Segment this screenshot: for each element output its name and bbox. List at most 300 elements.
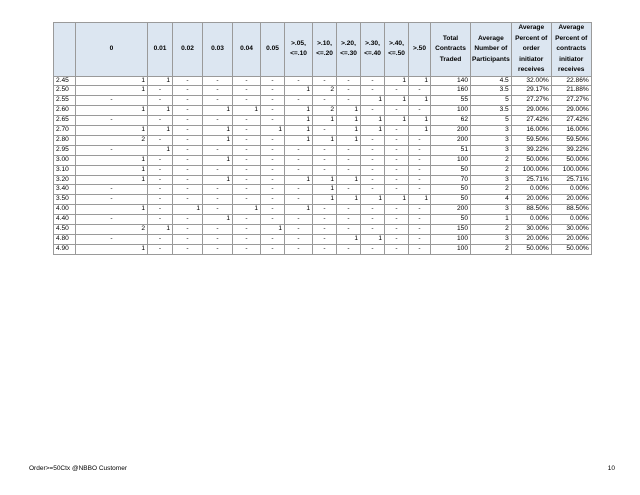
table-cell: - bbox=[203, 205, 233, 215]
table-cell: 1 bbox=[337, 135, 361, 145]
table-cell: 1 bbox=[76, 244, 148, 254]
table-cell: 4 bbox=[471, 195, 512, 205]
table-cell: - bbox=[409, 155, 431, 165]
table-cell: - bbox=[233, 76, 261, 86]
table-cell: 160 bbox=[431, 86, 471, 96]
table-cell: - bbox=[361, 175, 385, 185]
table-cell: 1 bbox=[361, 126, 385, 136]
table-cell: - bbox=[361, 76, 385, 86]
table-cell: - bbox=[361, 225, 385, 235]
table-cell: - bbox=[409, 244, 431, 254]
table-row bbox=[54, 215, 592, 225]
table-cell: 1 bbox=[409, 195, 431, 205]
table-cell: - bbox=[76, 185, 148, 195]
table-cell: - bbox=[261, 116, 285, 126]
table-cell: - bbox=[285, 96, 313, 106]
table-cell: - bbox=[261, 175, 285, 185]
table-cell: - bbox=[337, 96, 361, 106]
column-header: >.10, <=.20 bbox=[313, 23, 337, 77]
table-cell: - bbox=[148, 155, 173, 165]
table-cell: - bbox=[337, 86, 361, 96]
table-cell: 25.71% bbox=[511, 175, 551, 185]
row-price-cell: 4.50 bbox=[54, 225, 76, 235]
table-cell: - bbox=[173, 106, 203, 116]
table-cell: 100 bbox=[431, 244, 471, 254]
table-cell: 1 bbox=[385, 116, 409, 126]
table-cell: 29.00% bbox=[511, 106, 551, 116]
table-cell: 1 bbox=[285, 126, 313, 136]
table-cell: 1 bbox=[148, 126, 173, 136]
table-cell: - bbox=[285, 145, 313, 155]
table-cell: 20.00% bbox=[511, 235, 551, 245]
table-cell: 88.50% bbox=[511, 205, 551, 215]
table-cell: 1 bbox=[409, 96, 431, 106]
table-cell: 100.00% bbox=[511, 165, 551, 175]
table-cell: - bbox=[409, 215, 431, 225]
table-cell: - bbox=[261, 135, 285, 145]
table-cell: - bbox=[233, 195, 261, 205]
table-cell: - bbox=[361, 135, 385, 145]
table-cell: 1 bbox=[285, 135, 313, 145]
table-cell: - bbox=[173, 225, 203, 235]
table-cell: 39.22% bbox=[551, 145, 591, 155]
table-cell: 70 bbox=[431, 175, 471, 185]
column-header: Average Number of Participants bbox=[471, 23, 512, 77]
table-cell: 1 bbox=[285, 205, 313, 215]
table-cell: 2 bbox=[471, 244, 512, 254]
table-cell: - bbox=[233, 235, 261, 245]
table-cell: 30.00% bbox=[511, 225, 551, 235]
table-cell: 50 bbox=[431, 165, 471, 175]
table-cell: - bbox=[148, 185, 173, 195]
table-cell: 1 bbox=[337, 106, 361, 116]
table-cell: - bbox=[173, 116, 203, 126]
table-cell: 1 bbox=[173, 205, 203, 215]
table-cell: 150 bbox=[431, 225, 471, 235]
row-price-cell: 2.70 bbox=[54, 126, 76, 136]
table-cell: - bbox=[203, 76, 233, 86]
table-cell: 1 bbox=[337, 175, 361, 185]
table-cell: 32.00% bbox=[511, 76, 551, 86]
table-cell: 30.00% bbox=[551, 225, 591, 235]
table-cell: 0.00% bbox=[551, 215, 591, 225]
table-cell: 20.00% bbox=[551, 195, 591, 205]
table-cell: - bbox=[337, 205, 361, 215]
column-header: >.40, <=.50 bbox=[385, 23, 409, 77]
table-cell: - bbox=[409, 175, 431, 185]
table-cell: - bbox=[385, 205, 409, 215]
table-cell: - bbox=[337, 225, 361, 235]
table-cell: 1 bbox=[337, 126, 361, 136]
table-cell: 1 bbox=[361, 116, 385, 126]
table-cell: 140 bbox=[431, 76, 471, 86]
table-cell: - bbox=[233, 145, 261, 155]
table-cell: 1 bbox=[76, 126, 148, 136]
table-cell: 0.00% bbox=[511, 215, 551, 225]
table-cell: - bbox=[233, 116, 261, 126]
column-header: >.20, <=.30 bbox=[337, 23, 361, 77]
table-cell: 16.00% bbox=[511, 126, 551, 136]
table-cell: 1 bbox=[76, 155, 148, 165]
table-row bbox=[54, 185, 592, 195]
table-cell: 1 bbox=[148, 225, 173, 235]
table-row bbox=[54, 145, 592, 155]
table-cell: - bbox=[261, 165, 285, 175]
table-cell: - bbox=[361, 244, 385, 254]
table-cell: - bbox=[337, 165, 361, 175]
table-cell: - bbox=[233, 126, 261, 136]
table-cell: 50 bbox=[431, 195, 471, 205]
table-cell: 1 bbox=[361, 195, 385, 205]
table-cell: - bbox=[203, 195, 233, 205]
table-cell: - bbox=[173, 86, 203, 96]
table-cell: 27.42% bbox=[511, 116, 551, 126]
table-cell: 29.17% bbox=[511, 86, 551, 96]
table-cell: - bbox=[337, 76, 361, 86]
table-cell: - bbox=[409, 165, 431, 175]
table-cell: 1 bbox=[337, 116, 361, 126]
table-cell: - bbox=[385, 126, 409, 136]
table-row bbox=[54, 175, 592, 185]
table-cell: 200 bbox=[431, 126, 471, 136]
table-cell: 21.88% bbox=[551, 86, 591, 96]
table-cell: - bbox=[261, 96, 285, 106]
table-cell: - bbox=[285, 244, 313, 254]
row-price-cell: 4.90 bbox=[54, 244, 76, 254]
table-cell: - bbox=[285, 235, 313, 245]
table-cell: 1 bbox=[361, 235, 385, 245]
table-cell: 1 bbox=[409, 126, 431, 136]
table-cell: 1 bbox=[203, 175, 233, 185]
table-cell: - bbox=[233, 244, 261, 254]
row-price-cell: 2.65 bbox=[54, 116, 76, 126]
table-cell: 1 bbox=[203, 126, 233, 136]
table-cell: - bbox=[148, 175, 173, 185]
table-cell: - bbox=[233, 96, 261, 106]
table-cell: - bbox=[409, 106, 431, 116]
table-cell: 1 bbox=[76, 106, 148, 116]
table-cell: - bbox=[203, 145, 233, 155]
table-cell: - bbox=[261, 235, 285, 245]
table-cell: 0.00% bbox=[551, 185, 591, 195]
table-cell: 1 bbox=[76, 165, 148, 175]
table-cell: - bbox=[261, 205, 285, 215]
table-cell: 3 bbox=[471, 145, 512, 155]
table-cell: 50.00% bbox=[511, 244, 551, 254]
table-cell: 4.5 bbox=[471, 76, 512, 86]
table-cell: 1 bbox=[285, 175, 313, 185]
table-cell: - bbox=[203, 86, 233, 96]
table-cell: 29.00% bbox=[551, 106, 591, 116]
table-cell: 27.27% bbox=[551, 96, 591, 106]
table-cell: - bbox=[148, 205, 173, 215]
table-cell: - bbox=[148, 165, 173, 175]
table-cell: 55 bbox=[431, 96, 471, 106]
table-cell: - bbox=[233, 215, 261, 225]
table-cell: 3.5 bbox=[471, 86, 512, 96]
table-cell: 5 bbox=[471, 116, 512, 126]
table-cell: 16.00% bbox=[551, 126, 591, 136]
table-cell: - bbox=[173, 145, 203, 155]
table-cell: - bbox=[313, 155, 337, 165]
table-cell: 1 bbox=[76, 86, 148, 96]
table-cell: 1 bbox=[76, 76, 148, 86]
table-cell: - bbox=[409, 185, 431, 195]
table-cell: - bbox=[385, 215, 409, 225]
table-cell: - bbox=[409, 235, 431, 245]
table-cell: 1 bbox=[148, 145, 173, 155]
table-cell: - bbox=[285, 215, 313, 225]
header-row bbox=[54, 23, 592, 77]
table-cell: 100 bbox=[431, 235, 471, 245]
table-cell: - bbox=[76, 195, 148, 205]
table-cell: - bbox=[385, 235, 409, 245]
table-cell: 200 bbox=[431, 135, 471, 145]
table-cell: - bbox=[76, 215, 148, 225]
table-cell: - bbox=[361, 86, 385, 96]
table-cell: 50 bbox=[431, 185, 471, 195]
table-cell: - bbox=[76, 235, 148, 245]
table-cell: 20.00% bbox=[511, 195, 551, 205]
table-cell: 1 bbox=[471, 215, 512, 225]
table-cell: 3 bbox=[471, 205, 512, 215]
table-cell: - bbox=[337, 215, 361, 225]
table-cell: - bbox=[203, 185, 233, 195]
table-cell: 1 bbox=[409, 116, 431, 126]
table-cell: 27.27% bbox=[511, 96, 551, 106]
table-cell: 59.50% bbox=[511, 135, 551, 145]
table-cell: - bbox=[173, 165, 203, 175]
column-header: >.30, <=.40 bbox=[361, 23, 385, 77]
table-cell: 1 bbox=[313, 135, 337, 145]
table-cell: - bbox=[233, 185, 261, 195]
table-cell: - bbox=[261, 86, 285, 96]
table-cell: - bbox=[337, 244, 361, 254]
table-cell: 1 bbox=[313, 175, 337, 185]
table-row bbox=[54, 155, 592, 165]
table-cell: 59.50% bbox=[551, 135, 591, 145]
table-cell: 1 bbox=[261, 126, 285, 136]
table-cell: 50 bbox=[431, 215, 471, 225]
table-cell: - bbox=[148, 215, 173, 225]
table-cell: - bbox=[173, 175, 203, 185]
column-header: >.05, <=.10 bbox=[285, 23, 313, 77]
table-cell: 1 bbox=[148, 76, 173, 86]
table-cell: 1 bbox=[203, 135, 233, 145]
table-cell: - bbox=[261, 155, 285, 165]
table-cell: 39.22% bbox=[511, 145, 551, 155]
table-row bbox=[54, 244, 592, 254]
column-header: 0.03 bbox=[203, 23, 233, 77]
table-cell: - bbox=[148, 135, 173, 145]
table-cell: - bbox=[173, 135, 203, 145]
table-cell: 2 bbox=[76, 225, 148, 235]
table-cell: - bbox=[313, 244, 337, 254]
table-cell: - bbox=[385, 185, 409, 195]
table-cell: 1 bbox=[385, 195, 409, 205]
table-cell: - bbox=[409, 86, 431, 96]
column-header: Average Percent of contracts initiator receives bbox=[551, 23, 591, 77]
table-cell: - bbox=[361, 205, 385, 215]
table-cell: - bbox=[385, 165, 409, 175]
table-cell: - bbox=[361, 185, 385, 195]
table-cell: 200 bbox=[431, 205, 471, 215]
table-row bbox=[54, 116, 592, 126]
table-cell: - bbox=[261, 145, 285, 155]
table-cell: - bbox=[313, 96, 337, 106]
table-cell: - bbox=[337, 155, 361, 165]
column-header: 0.04 bbox=[233, 23, 261, 77]
table-cell: - bbox=[173, 96, 203, 106]
table-cell: - bbox=[385, 135, 409, 145]
column-header: 0.05 bbox=[261, 23, 285, 77]
column-header: >.50 bbox=[409, 23, 431, 77]
table-cell: - bbox=[173, 195, 203, 205]
table-cell: - bbox=[285, 185, 313, 195]
row-price-cell: 2.95 bbox=[54, 145, 76, 155]
table-cell: 51 bbox=[431, 145, 471, 155]
table-cell: - bbox=[233, 225, 261, 235]
row-price-cell: 2.60 bbox=[54, 106, 76, 116]
table-cell: - bbox=[173, 126, 203, 136]
table-cell: 1 bbox=[313, 116, 337, 126]
footer-caption: Order>=50Ctx @NBBO Customer bbox=[29, 465, 127, 472]
table-row bbox=[54, 126, 592, 136]
table-cell: - bbox=[385, 145, 409, 155]
row-price-cell: 2.50 bbox=[54, 86, 76, 96]
table-cell: - bbox=[361, 145, 385, 155]
table-row bbox=[54, 135, 592, 145]
table-cell: 1 bbox=[76, 205, 148, 215]
table-cell: 3.5 bbox=[471, 106, 512, 116]
page-number: 10 bbox=[607, 465, 615, 472]
table-cell: 2 bbox=[471, 165, 512, 175]
row-price-cell: 3.40 bbox=[54, 185, 76, 195]
table-cell: - bbox=[233, 175, 261, 185]
table-cell: - bbox=[203, 225, 233, 235]
row-price-cell: 3.10 bbox=[54, 165, 76, 175]
table-cell: - bbox=[361, 215, 385, 225]
table-cell: 50.00% bbox=[551, 155, 591, 165]
table-cell: - bbox=[385, 175, 409, 185]
table-cell: - bbox=[173, 155, 203, 165]
table-cell: 1 bbox=[203, 155, 233, 165]
table-cell: 1 bbox=[409, 76, 431, 86]
header-corner bbox=[54, 23, 76, 77]
table-cell: 20.00% bbox=[551, 235, 591, 245]
table-cell: 1 bbox=[148, 106, 173, 116]
table-cell: 3 bbox=[471, 175, 512, 185]
table-cell: - bbox=[261, 244, 285, 254]
table-row bbox=[54, 96, 592, 106]
table-cell: - bbox=[285, 195, 313, 205]
table-body bbox=[54, 76, 592, 254]
table-cell: 5 bbox=[471, 96, 512, 106]
table-cell: 1 bbox=[313, 195, 337, 205]
table-cell: - bbox=[409, 205, 431, 215]
table-row bbox=[54, 205, 592, 215]
row-price-cell: 3.50 bbox=[54, 195, 76, 205]
table-cell: - bbox=[385, 244, 409, 254]
table-cell: - bbox=[313, 165, 337, 175]
table-cell: - bbox=[173, 244, 203, 254]
table-cell: 2 bbox=[471, 155, 512, 165]
table-cell: 100 bbox=[431, 106, 471, 116]
table-cell: 1 bbox=[285, 86, 313, 96]
table-cell: 3 bbox=[471, 235, 512, 245]
row-price-cell: 4.00 bbox=[54, 205, 76, 215]
table-row bbox=[54, 225, 592, 235]
table-cell: - bbox=[76, 116, 148, 126]
table-cell: 3 bbox=[471, 135, 512, 145]
row-price-cell: 3.00 bbox=[54, 155, 76, 165]
column-header: 0 bbox=[76, 23, 148, 77]
table-cell: - bbox=[173, 185, 203, 195]
table-cell: 1 bbox=[261, 225, 285, 235]
table-cell: 1 bbox=[337, 235, 361, 245]
table-row bbox=[54, 165, 592, 175]
table-row bbox=[54, 86, 592, 96]
row-price-cell: 4.80 bbox=[54, 235, 76, 245]
table-cell: - bbox=[313, 126, 337, 136]
table-cell: 2 bbox=[471, 225, 512, 235]
table-cell: 50.00% bbox=[551, 244, 591, 254]
table-cell: - bbox=[313, 215, 337, 225]
table-cell: 1 bbox=[233, 205, 261, 215]
table-cell: - bbox=[285, 165, 313, 175]
table-cell: - bbox=[361, 155, 385, 165]
table-cell: - bbox=[385, 155, 409, 165]
table-cell: - bbox=[233, 86, 261, 96]
table-cell: - bbox=[361, 106, 385, 116]
row-price-cell: 2.45 bbox=[54, 76, 76, 86]
table-cell: - bbox=[313, 225, 337, 235]
table-cell: 62 bbox=[431, 116, 471, 126]
table-cell: - bbox=[261, 195, 285, 205]
row-price-cell: 2.55 bbox=[54, 96, 76, 106]
table-cell: 88.50% bbox=[551, 205, 591, 215]
table-cell: 27.42% bbox=[551, 116, 591, 126]
table-cell: 0.00% bbox=[511, 185, 551, 195]
table-cell: - bbox=[261, 106, 285, 116]
table-cell: - bbox=[337, 185, 361, 195]
table-cell: - bbox=[385, 225, 409, 235]
table-cell: - bbox=[385, 86, 409, 96]
table-cell: 1 bbox=[203, 106, 233, 116]
table-cell: - bbox=[148, 116, 173, 126]
table-row bbox=[54, 106, 592, 116]
table-cell: - bbox=[148, 96, 173, 106]
table-row bbox=[54, 195, 592, 205]
table-cell: 1 bbox=[385, 76, 409, 86]
table-cell: 2 bbox=[313, 86, 337, 96]
column-header: 0.02 bbox=[173, 23, 203, 77]
data-table bbox=[53, 22, 592, 255]
table-row bbox=[54, 76, 592, 86]
table-cell: 1 bbox=[233, 106, 261, 116]
table-cell: 50.00% bbox=[511, 155, 551, 165]
table-cell: - bbox=[173, 215, 203, 225]
table-cell: 1 bbox=[285, 106, 313, 116]
table-cell: - bbox=[409, 225, 431, 235]
table-cell: - bbox=[76, 145, 148, 155]
table-cell: 1 bbox=[337, 195, 361, 205]
table-cell: - bbox=[361, 165, 385, 175]
table-cell: 1 bbox=[385, 96, 409, 106]
table-cell: 1 bbox=[76, 175, 148, 185]
table-cell: - bbox=[233, 155, 261, 165]
table-cell: - bbox=[313, 145, 337, 155]
